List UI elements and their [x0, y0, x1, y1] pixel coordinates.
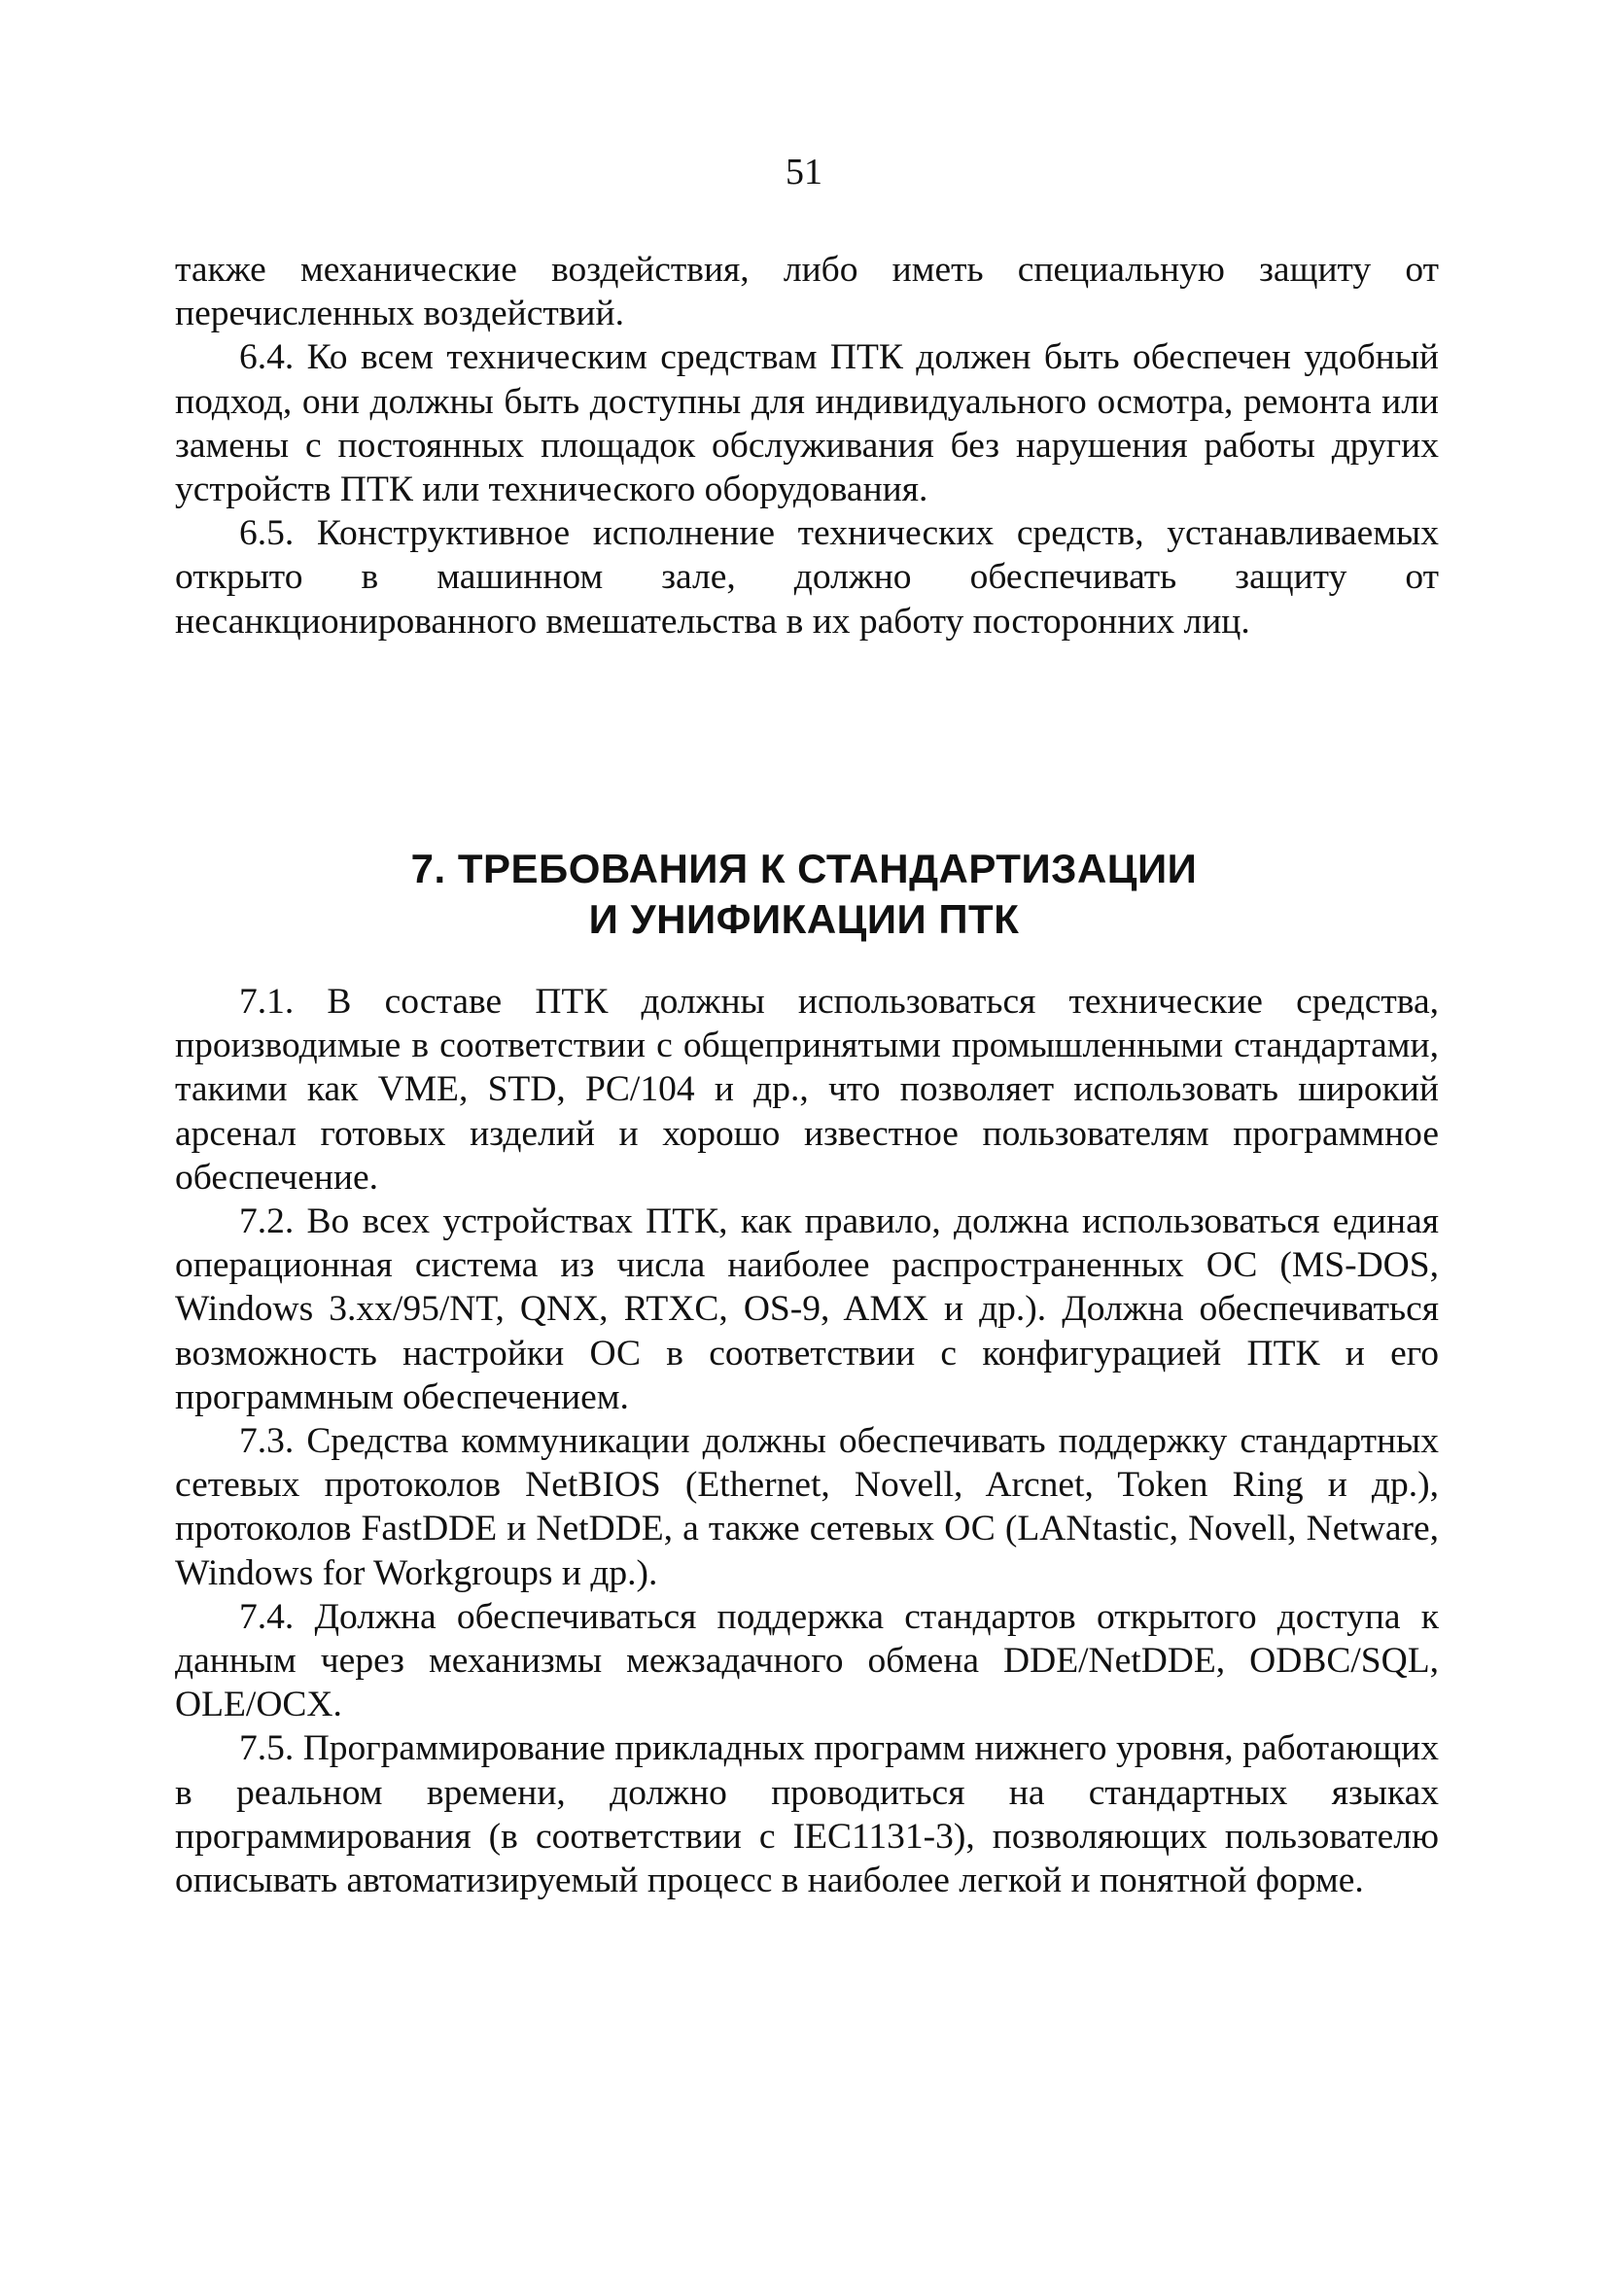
paragraph-continuation: также механические воздействия, либо иметь специальную защиту от перечисленных воздействий. — [175, 250, 1439, 334]
bottom-text-block — [175, 980, 1439, 1902]
paragraph-7-3: 7.3. Средства коммуникации должны обеспечивать поддержку стандартных сетевых протоколов NetBIOS (Ethernet, Novell, Arcnet, Token Ring и др.), протоколов FastDDE и NetDDE, а также сетевых ОС (LANtastic, Novell, Netware, Windows for Workgroups и др.). — [175, 1421, 1439, 1593]
paragraph-6-5: 6.5. Конструктивное исполнение технических средств, устанавливаемых открыто в машинном зале, должно обеспечивать защиту от несанкционированного вмешательства в их работу посторонних лиц. — [175, 513, 1439, 642]
section-heading — [0, 844, 1608, 945]
paragraph-7-2: 7.2. Во всех устройствах ПТК, как правило, должна использоваться единая операционная система из числа наиболее распространенных ОС (MS-DOS, Windows 3.xx/95/NT, QNX, RTXC, OS-9, AMX и др.). Должна обеспечиваться возможность настройки ОС в соответствии с конфигурацией ПТК и его программным обеспечением. — [175, 1201, 1439, 1417]
paragraph-7-1: 7.1. В составе ПТК должны использоваться технические средства, производимые в соответствии с общепринятыми промышленными стандартами, такими как VME, STD, PC/104 и др., что позволяет использовать широкий арсенал готовых изделий и хорошо известное пользователям программное обеспечение. — [175, 982, 1439, 1198]
top-text-block — [175, 248, 1439, 644]
paragraph-7-5: 7.5. Программирование прикладных программ нижнего уровня, работающих в реальном времени, должно проводиться на стандартных языках программирования (в соответствии с IEC1131-3), позволяющих пользователю описывать автоматизируемый процесс в наиболее легкой и понятной форме. — [175, 1728, 1439, 1901]
section-heading-line1: 7. ТРЕБОВАНИЯ К СТАНДАРТИЗАЦИИ — [410, 846, 1198, 891]
section-heading-line2: И УНИФИКАЦИИ ПТК — [588, 896, 1020, 942]
paragraph-6-4: 6.4. Ко всем техническим средствам ПТК должен быть обеспечен удобный подход, они должны быть доступны для индивидуального осмотра, ремонта или замены с постоянных площадок обслуживания без нарушения работы других устройств ПТК или технического оборудования. — [175, 337, 1439, 510]
paragraph-7-4: 7.4. Должна обеспечиваться поддержка стандартов открытого доступа к данным через механизмы межзадачного обмена DDE/NetDDE, ODBC/SQL, OLE/OCX. — [175, 1596, 1439, 1725]
page-number: 51 — [786, 152, 822, 192]
